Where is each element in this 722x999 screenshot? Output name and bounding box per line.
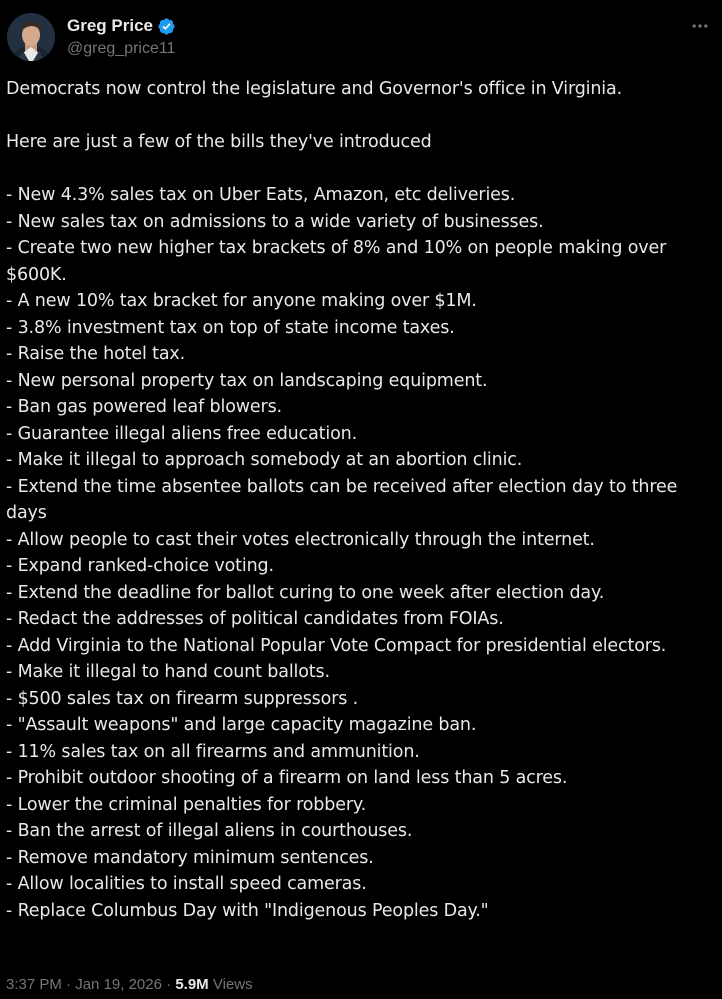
bill-item: - Prohibit outdoor shooting of a firearm on land less than 5 acres. — [6, 768, 568, 788]
bill-item: - Replace Columbus Day with "Indigenous Peoples Day." — [6, 900, 489, 921]
bill-item: - A new 10% tax bracket for anyone making over $1M. — [6, 291, 477, 311]
more-button[interactable] — [688, 14, 712, 38]
bill-item: - New personal property tax on landscaping equipment. — [6, 370, 488, 391]
avatar[interactable] — [7, 13, 55, 61]
tweet-lead: Here are just a few of the bills they've introduced — [6, 132, 432, 152]
tweet-intro: Democrats now control the legislature and Governor's office in Virginia. — [6, 79, 623, 99]
bill-item: - Remove mandatory minimum sentences. — [6, 847, 374, 868]
bill-item: - "Assault weapons" and large capacity magazine ban. — [6, 715, 477, 735]
author-name[interactable]: Greg Price — [67, 16, 153, 35]
avatar-portrait — [7, 13, 55, 61]
meta-separator: · — [66, 976, 72, 993]
meta-separator: · — [166, 976, 172, 993]
bill-item: - Raise the hotel tax. — [6, 344, 186, 364]
tweet-text — [6, 76, 718, 924]
author-handle[interactable]: @greg_price11 — [67, 40, 176, 57]
bill-item: - 3.8% investment tax on top of state income taxes. — [6, 317, 455, 338]
bill-item: - Lower the criminal penalties for robbery. — [6, 794, 366, 815]
bill-item: - Ban gas powered leaf blowers. — [6, 397, 282, 417]
bill-item: - $500 sales tax on firearm suppressors . — [6, 688, 359, 709]
views-count: 5.9M — [175, 976, 209, 993]
bill-item: - Make it illegal to approach somebody at an abortion clinic. — [6, 450, 523, 470]
more-horizontal-icon — [690, 16, 710, 36]
views-label: Views — [212, 976, 253, 993]
paragraph-gap — [6, 156, 718, 183]
bill-item: - Allow localities to install speed cameras. — [6, 874, 367, 894]
bill-item: - Create two new higher tax brackets of 8% and 10% on people making over $600K. — [6, 238, 667, 285]
verified-badge-icon — [157, 17, 176, 36]
bill-item: - New 4.3% sales tax on Uber Eats, Amazon, etc deliveries. — [6, 185, 516, 205]
tweet-time[interactable]: 3:37 PM — [6, 976, 62, 993]
bill-item: - Allow people to cast their votes electronically through the internet. — [6, 529, 595, 550]
bill-item: - Add Virginia to the National Popular Vote Compact for presidential electors. — [6, 635, 667, 656]
bill-item: - New sales tax on admissions to a wide variety of businesses. — [6, 211, 544, 232]
paragraph-gap — [6, 103, 718, 130]
bill-item: - Extend the time absentee ballots can be received after election day to three days — [6, 476, 678, 523]
tweet-date[interactable]: Jan 19, 2026 — [75, 976, 162, 993]
bill-item: - Ban the arrest of illegal aliens in courthouses. — [6, 821, 413, 841]
author-name-row[interactable] — [67, 15, 176, 37]
bill-item: - Redact the addresses of political candidates from FOIAs. — [6, 609, 504, 629]
bill-item: - Extend the deadline for ballot curing to one week after election day. — [6, 582, 605, 603]
bill-item: - Expand ranked-choice voting. — [6, 556, 274, 576]
bill-item: - 11% sales tax on all firearms and ammunition. — [6, 741, 420, 762]
bill-item: - Guarantee illegal aliens free education. — [6, 423, 357, 444]
tweet-meta — [6, 975, 253, 995]
bill-item: - Make it illegal to hand count ballots. — [6, 662, 330, 682]
